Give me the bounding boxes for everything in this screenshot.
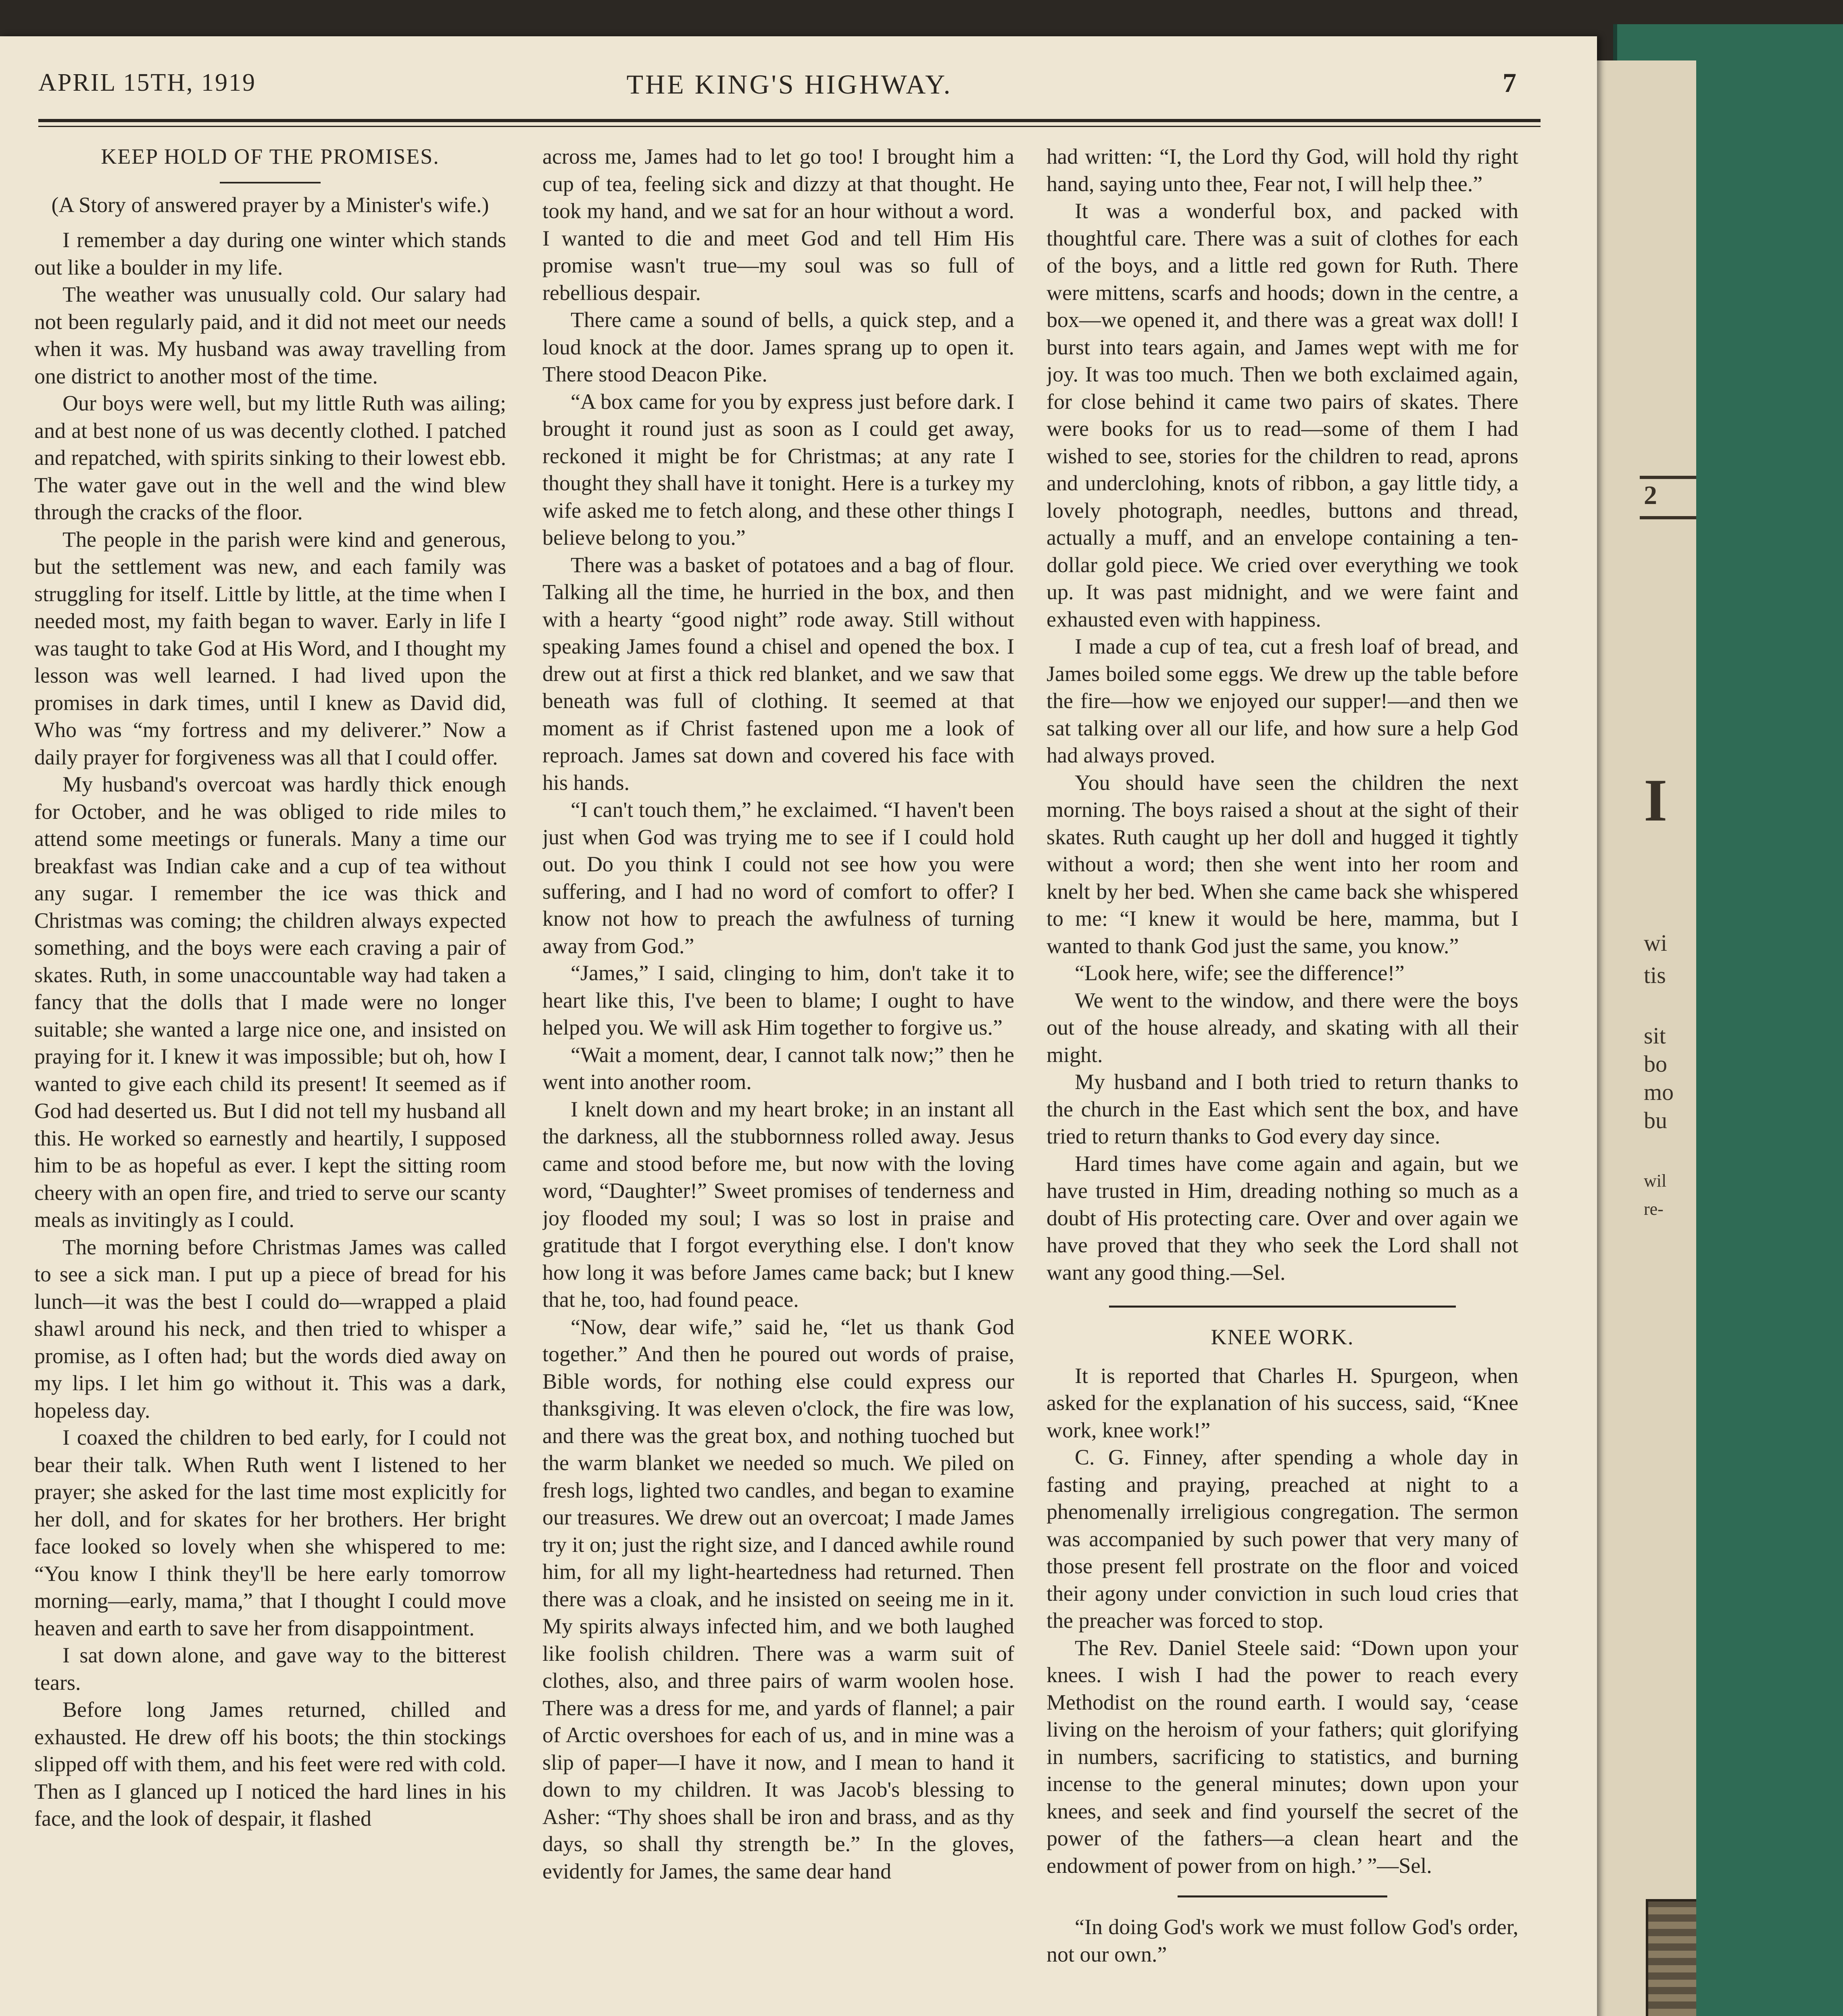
paragraph: “Now, dear wife,” said he, “let us thank God together.” And then he poured out words of praise, Bible words, for nothing else could express our thanksgiving. It was eleven o'clock, the fire was low, and there was the great box, and nothing tuoched but the warm blanket we needed so much. We piled on fresh logs, lighted two candles, and began to examine our treasures. We drew out an overcoat; I made James try it on; just the right size, and I danced awhile round him, for all my light-heartedness had returned. Then there was a cloak, and he insisted on seeing me in it. My spirits always infected him, and we both laughed like foolish children. There was a warm suit of clothes, also, and three pairs of warm woolen hose. There was a dress for me, and yards of flannel; a pair of Arctic overshoes for each of us, and in mine was a slip of paper—I have it now, and I mean to hand it down to my children. It was Jacob's blessing to Asher: “Thy shoes shall be iron and brass, and as thy days, so shall thy strength be.” In the gloves, evidently for James, the same dear hand (542, 1314, 1014, 1883)
publication-title: THE KING'S HIGHWAY. (626, 69, 953, 100)
column-1 (34, 143, 506, 2016)
margin-fragment: wi (1644, 930, 1667, 956)
article-title: KEEP HOLD OF THE PROMISES. (101, 144, 440, 169)
paragraph: “I can't touch them,” he exclaimed. “I haven't been just when God was trying me to see if I could hold out. Do you think I could not see how you were suffering, and I had no word of comfort to offer? I know not how to preach the awfulness of turning away from God.” (542, 798, 1014, 958)
margin-fragment: bo (1644, 1051, 1667, 1077)
margin-fragment: bu (1644, 1107, 1667, 1133)
paragraph: You should have seen the children the next morning. The boys raised a shout at the sight of their skates. Ruth caught up her doll and hugged it tightly without a word; then she went into her room and knelt by her bed. When she came back she whispered to me: “I knew it would be here, mamma, but I wanted to thank God just the same, you know.” (1047, 770, 1518, 958)
paragraph: My husband's overcoat was hardly thick enough for October, and he was obliged to ride miles to attend some meetings or funerals. Many a time our breakfast was Indian cake and a cup of tea without any sugar. I remember the ice was thick and Christmas was coming; the children always expected something, and the boys were each craving a pair of skates. Ruth, in some unaccountable way had taken a fancy that the dolls that I made were no longer suitable; she wanted a large nice one, and insisted on praying for it. I knew it was impossible; but oh, how I wanted to give each child its present! It seemed as if God had deserted us. But I did not tell my husband all this. He worked so earnestly and heartily, I supposed him to be as hopeful as ever. I kept the sitting room cheery with an open fire, and tried to serve our scanty meals as invitingly as I could. (34, 772, 506, 1232)
paragraph: It was a wonderful box, and packed with thoughtful care. There was a suit of clothes for each of the boys, and a little red gown for Ruth. There were mittens, scarfs and hoods; down in the centre, a box—we opened it, and there was a great wax doll! I burst into tears again, and James wept with me for joy. It was too much. Then we both exclaimed again, for close behind it came two pairs of skates. There were books for us to read—some of them I had wished to see, stories for the children to read, aprons and underclohing, knots of ribbon, a gay little tidy, a lovely photograph, needles, buttons and thread, actually a muff, and an envelope containing a ten-dollar gold piece. We cried over everything we took up. It was past midnight, and we were faint and exhausted even with happiness. (1047, 199, 1518, 631)
paragraph: There came a sound of bells, a quick step, and a loud knock at the door. James sprang up to open it. There stood Deacon Pike. (542, 308, 1014, 386)
section-divider (1178, 1895, 1387, 1897)
column-3 (1047, 143, 1518, 2016)
photograph-fragment (1646, 1899, 1696, 2016)
paragraph: I sat down alone, and gave way to the bitterest tears. (34, 1643, 506, 1695)
paragraph: “Look here, wife; see the difference!” (1075, 961, 1405, 985)
column-2 (542, 143, 1014, 2016)
paragraph: We went to the window, and there were the boys out of the house already, and skating with all their might. (1047, 988, 1518, 1067)
paragraph: The weather was unusually cold. Our salary had not been regularly paid, and it did not meet our needs when it was. My husband was away travelling from one district to another most of the time. (34, 282, 506, 388)
margin-fragment: re- (1644, 1199, 1664, 1219)
margin-fragment: sit (1644, 1023, 1666, 1049)
paragraph: across me, James had to let go too! I brought him a cup of tea, feeling sick and dizzy at that thought. He took my hand, and we sat for an hour without a word. I wanted to die and meet God and tell Him His promise wasn't true—my soul was so full of rebellious despair. (542, 144, 1014, 305)
closing-quote: “In doing God's work we must follow God's order, not our own.” (1047, 1915, 1518, 1966)
paragraph: had written: “I, the Lord thy God, will hold thy right hand, saying unto thee, Fear not, I will help thee.” (1047, 144, 1518, 196)
paragraph: Before long James returned, chilled and exhausted. He drew off his boots; the thin stockings slipped off with them, and his feet were red with cold. Then as I glanced up I noticed the hard lines in his face, and the look of despair, it flashed (34, 1697, 506, 1831)
margin-fragment: mo (1644, 1079, 1674, 1105)
paragraph: I made a cup of tea, cut a fresh loaf of bread, and James boiled some eggs. We drew up the table before the fire—how we enjoyed our supper!—and then we sat talking over all our life, and how sure a help God had always proved. (1047, 634, 1518, 767)
section-divider (1109, 1306, 1456, 1308)
article-subtitle: (A Story of answered prayer by a Minister's wife.) (51, 192, 489, 217)
issue-date: APRIL 15TH, 1919 (38, 69, 256, 96)
paragraph: Hard times have come again and again, but we have trusted in Him, dreading nothing so much as a doubt of His protecting care. Over and over again we have proved that they who seek the Lord shall not want any good thing.—Sel. (1047, 1151, 1518, 1285)
paragraph: It is reported that Charles H. Spurgeon, when asked for the explanation of his success, said, “Knee work, knee work!” (1047, 1363, 1518, 1442)
margin-fragment: 2 (1644, 481, 1657, 510)
paragraph: I knelt down and my heart broke; in an instant all the darkness, all the stubbornness rolled away. Jesus came and stood before me, but now with the loving word, “Daughter!” Sweet promises of tenderness and joy flooded my soul; I was so lost in praise and gratitude that I forgot everything else. I don't know how long it was before James came back; but I knew that he, too, had found peace. (542, 1097, 1014, 1312)
paragraph: The people in the parish were kind and generous, but the settlement was new, and each family was struggling for itself. Little by little, at the time when I needed most, my faith began to waver. Early in life I was taught to take God at His Word, and I thought my lesson was well learned. I had lived upon the promises in dark times, until I knew as David did, Who was “my fortress and my deliverer.” Now a daily prayer for forgiveness was all that I could offer. (34, 527, 506, 769)
paragraph: C. G. Finney, after spending a whole day in fasting and praying, preached at night to a phenomenally irreligious congregation. The sermon was accompanied by such power that very many of those present fell prostrate on the floor and voiced their agony under conviction in such loud cries that the preacher was forced to stop. (1047, 1445, 1518, 1633)
newspaper-page (0, 36, 1597, 2016)
masthead (38, 69, 1541, 113)
paragraph: “James,” I said, clinging to him, don't take it to heart like this, I've been to blame; I ought to have helped you. We will ask Him together to forgive us.” (542, 961, 1014, 1039)
paragraph: The morning before Christmas James was called to see a sick man. I put up a piece of bread for his lunch—it was the best I could do—wrapped a plaid shawl around his neck, and then tried to whisper a promise, as I often had; but the words died away on my lips. I let him go without it. This was a dark, hopeless day. (34, 1235, 506, 1422)
paragraph: I remember a day during one winter which stands out like a boulder in my life. (34, 228, 506, 279)
fragment-rule (1640, 476, 1696, 479)
title-rule (220, 182, 321, 183)
paragraph: “A box came for you by express just before dark. I brought it round just as soon as I could get away, reckoned it might be for Christmas; at any rate I thought they shall have it tonight. Here is a turkey my wife asked me to fetch along, and these other things I believe belong to you.” (542, 389, 1014, 550)
paragraph: The Rev. Daniel Steele said: “Down upon your knees. I wish I had the power to reach every Methodist on the round earth. I would say, ‘cease living on the heroism of your fathers; quit glorifying in numbers, sacrificing to statistics, and burning incense to the general minutes; down upon your knees, and seek and find yourself the secret of the power of the fathers—a clean heart and the endowment of power from on high.’ ”—Sel. (1047, 1635, 1518, 1878)
paragraph: “Wait a moment, dear, I cannot talk now;” then he went into another room. (542, 1042, 1014, 1094)
fragment-rule (1640, 516, 1696, 519)
margin-fragment: wil (1644, 1171, 1667, 1191)
masthead-rule (38, 126, 1541, 127)
page-number: 7 (1503, 67, 1516, 98)
paragraph: Our boys were well, but my little Ruth was ailing; and at best none of us was decently clothed. I patched and repatched, with spirits sinking to their lowest ebb. The water gave out in the well and the wind blew through the cracks of the floor. (34, 391, 506, 524)
paragraph: My husband and I both tried to return thanks to the church in the East which sent the box, and have tried to return thanks to God every day since. (1047, 1070, 1518, 1148)
margin-fragment: tis (1644, 962, 1666, 988)
margin-fragment: I (1644, 767, 1668, 834)
paragraph: I coaxed the children to bed early, for I could not bear their talk. When Ruth went I listened to her prayer; she asked for the last time most explicitly for her doll, and for skates for her brothers. Her bright face looked so lovely when she whispered to me: “You know I think they'll be here early tomorrow morning—early, mama,” that I thought I could move heaven and earth to save her from disappointment. (34, 1425, 506, 1640)
masthead-rule (38, 119, 1541, 122)
paragraph: There was a basket of potatoes and a bag of flour. Talking all the time, he hurried in the box, and then with a hearty “good night” rode away. Still without speaking James found a chisel and opened the box. I drew out at first a thick red blanket, and we saw that beneath was full of clothing. It seemed at that moment as if Christ fastened upon me a look of reproach. James sat down and covered his face with his hands. (542, 552, 1014, 795)
article-title: KNEE WORK. (1211, 1325, 1354, 1349)
